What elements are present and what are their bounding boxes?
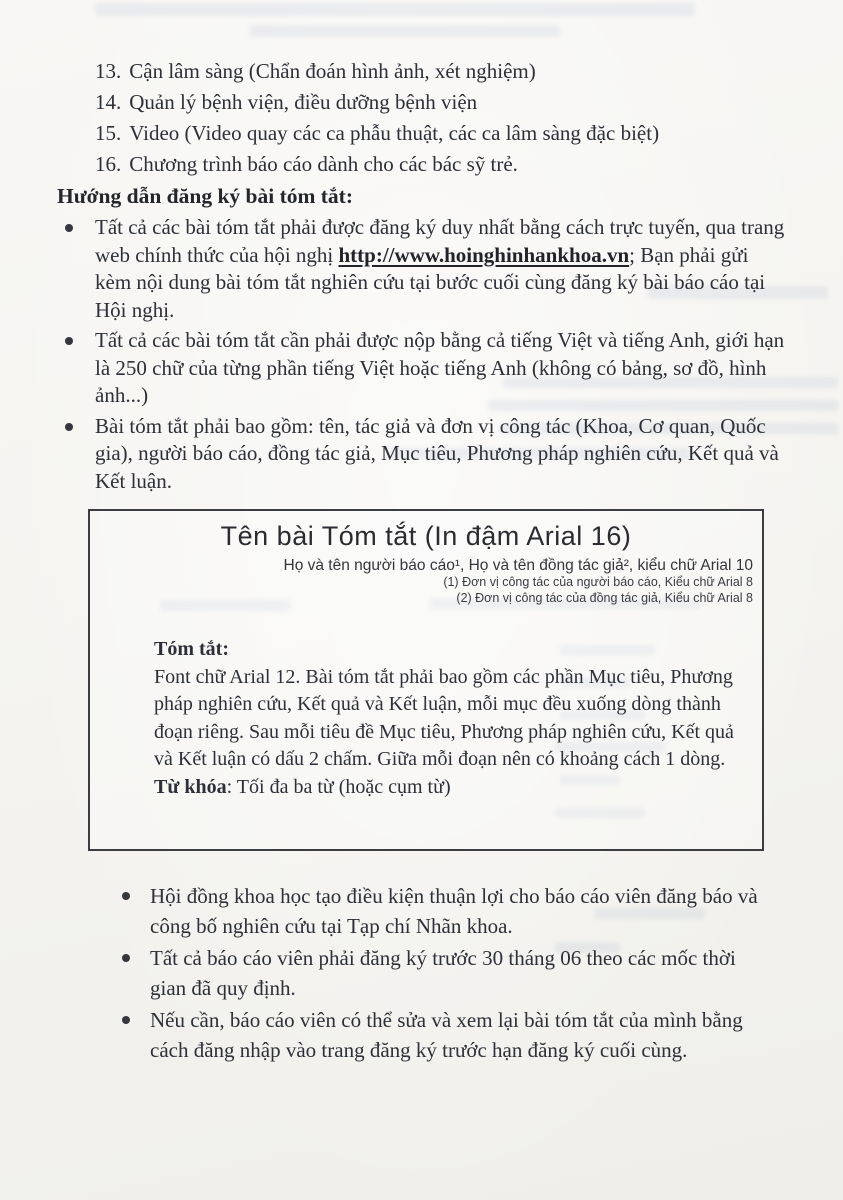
topic-text: Video (Video quay các ca phẫu thuật, các ca lâm sàng đặc biệt) — [129, 121, 660, 145]
bullet-text: Tất cả các bài tóm tắt cần phải được nộp bằng cả tiếng Việt và tiếng Anh, giới hạn là 250 chữ của từng phần tiếng Việt hoặc tiếng Anh (không có bảng, sơ đồ, hình ảnh...) — [95, 328, 785, 407]
note-item — [122, 943, 770, 1003]
topic-text: Chương trình báo cáo dành cho các bác sỹ trẻ. — [129, 152, 518, 176]
topic-number-list — [95, 56, 788, 180]
notes-bullet-list — [122, 881, 770, 1065]
instruction-bullet-list — [57, 214, 788, 495]
topic-list-item — [95, 118, 788, 149]
section-heading: Hướng dẫn đăng ký bài tóm tắt: — [57, 184, 354, 208]
note-item — [122, 1005, 770, 1065]
topic-number: 13. — [95, 59, 122, 83]
topic-list-item — [95, 149, 788, 180]
topic-number: 14. — [95, 90, 122, 114]
template-title: Tên bài Tóm tắt (In đậm Arial 16) — [220, 521, 632, 551]
template-authors-line: Họ và tên người báo cáo¹, Họ và tên đồng tác giả², kiểu chữ Arial 10 — [283, 557, 753, 574]
bullet-item — [57, 214, 788, 324]
bleed-through-mark — [95, 3, 695, 16]
abstract-body-text: Font chữ Arial 12. Bài tóm tắt phải bao gồm các phần Mục tiêu, Phương pháp nghiên cứu, Kết quả và Kết luận, mỗi mục đều xuống dòng thành đoạn riêng. Sau mỗi tiêu đề Mục tiêu, Phương pháp nghiên cứu, Kết quả và Kết luận có dấu 2 chấm. Giữa mỗi đoạn nên có khoảng cách 1 dòng. — [154, 665, 734, 770]
topic-number: 16. — [95, 152, 122, 176]
topic-text: Quản lý bệnh viện, điều dưỡng bệnh viện — [129, 90, 478, 114]
topic-number: 15. — [95, 121, 122, 145]
conference-website-link[interactable]: http://www.hoinghinhankhoa.vn — [338, 242, 630, 267]
note-text: Hội đồng khoa học tạo điều kiện thuận lợi cho báo cáo viên đăng báo và công bố nghiên cứu tại Tạp chí Nhãn khoa. — [150, 884, 758, 938]
keywords-line — [154, 774, 734, 802]
bullet-item — [57, 413, 788, 496]
bullet-text-before-link: Tất cả các bài tóm tắt phải được đăng ký duy nhất bằng cách trực tuyến, qua trang web chính thức của hội nghị — [95, 215, 785, 267]
abstract-template-box — [88, 509, 764, 851]
document-content — [57, 56, 788, 1067]
topic-list-item — [95, 87, 788, 118]
template-footnote-2: (2) Đơn vị công tác của đồng tác giả, Kiểu chữ Arial 8 — [456, 590, 753, 605]
abstract-label: Tóm tắt: — [154, 638, 229, 660]
topic-list-item — [95, 56, 788, 87]
abstract-section — [154, 636, 734, 801]
note-text: Tất cả báo cáo viên phải đăng ký trước 30 tháng 06 theo các mốc thời gian đã quy định. — [150, 946, 736, 1000]
bullet-item — [57, 327, 788, 410]
bullet-text-after-link: ; Bạn phải gửi kèm nội dung bài tóm tắt nghiên cứu tại bước cuối cùng đăng ký bài báo cáo tại Hội nghị. — [95, 242, 766, 322]
topic-text: Cận lâm sàng (Chẩn đoán hình ảnh, xét nghiệm) — [129, 59, 536, 83]
note-item — [122, 881, 770, 941]
template-footnote-1: (1) Đơn vị công tác của người báo cáo, Kiểu chữ Arial 8 — [443, 575, 753, 589]
bleed-through-mark — [250, 25, 560, 37]
bullet-text: Bài tóm tắt phải bao gồm: tên, tác giả và đơn vị công tác (Khoa, Cơ quan, Quốc gia), người báo cáo, đồng tác giả, Mục tiêu, Phương pháp nghiên cứu, Kết quả và Kết luận. — [95, 413, 779, 493]
keywords-label: Từ khóa — [154, 775, 227, 798]
note-text: Nếu cần, báo cáo viên có thể sửa và xem lại bài tóm tắt của mình bằng cách đăng nhập vào trang đăng ký trước hạn đăng ký cuối cùng. — [150, 1008, 743, 1062]
keywords-text: : Tối đa ba từ (hoặc cụm từ) — [226, 775, 451, 798]
